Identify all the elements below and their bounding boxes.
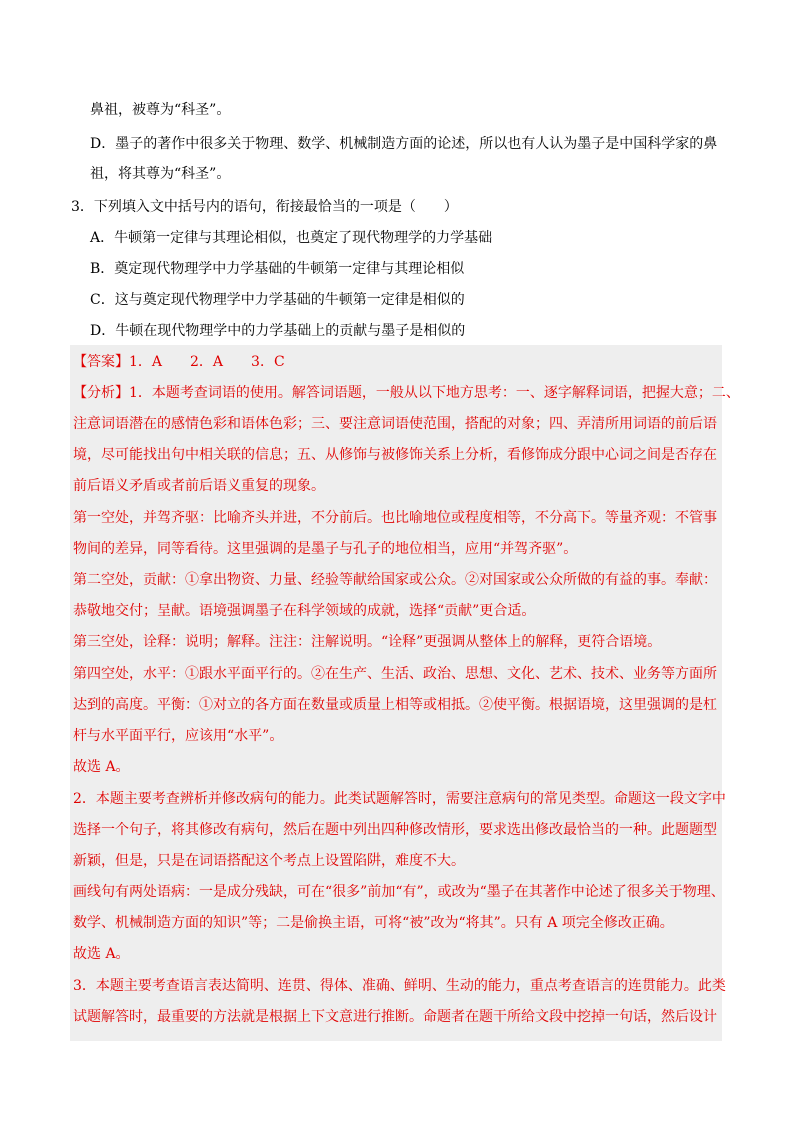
- question-text-line: 祖，将其尊为“科圣”。: [90, 166, 231, 182]
- analysis-line: 选择一个句子，将其修改有病句，然后在题中列出四种修改情形，要求选出修改最恰当的一种。此题题型: [73, 822, 717, 838]
- analysis-line: 试题解答时，最重要的方法就是根据上下文意进行推断。命题者在题干所给文段中挖掉一句话，然后设计: [73, 1009, 717, 1025]
- analysis-line: 前后语义矛盾或者前后语义重复的现象。: [73, 478, 325, 494]
- question-3-option-a: A．牛顿第一定律与其理论相似，也奠定了现代物理学的力学基础: [90, 230, 493, 246]
- analysis-line: 杆与水平面平行，应该用“水平”。: [73, 728, 284, 744]
- analysis-line: 【分析】1．本题考查词语的使用。解答词语题，一般从以下地方思考：一、逐字解释词语，把握大意；二、: [73, 385, 740, 401]
- question-3-stem: 3．下列填入文中括号内的语句，衔接最恰当的一项是（ ）: [71, 199, 458, 215]
- answer-key: 【答案】1．A 2．A 3．C: [73, 354, 285, 370]
- analysis-line: 物间的差异，同等看待。这里强调的是墨子与孔子的地位相当，应用“并驾齐驱”。: [73, 541, 578, 557]
- analysis-line: 注意词语潜在的感情色彩和语体色彩；三、要注意词语使范围，搭配的对象；四、弄清所用词语的前后语: [73, 416, 717, 432]
- analysis-line: 第二空处，贡献：①拿出物资、力量、经验等献给国家或公众。②对国家或公众所做的有益的事。奉献：: [73, 572, 717, 588]
- option-d-text: D．墨子的著作中很多关于物理、数学、机械制造方面的论述，所以也有人认为墨子是中国科学家的鼻: [90, 136, 718, 152]
- analysis-line: 故选 A。: [73, 759, 130, 775]
- question-3-option-d: D．牛顿在现代物理学中的力学基础上的贡献与墨子是相似的: [90, 323, 466, 339]
- analysis-line: 数学、机械制造方面的知识”等；二是偷换主语，可将“被”改为“将其”。只有 A 项完全修改正确。: [73, 915, 674, 931]
- analysis-line: 第一空处，并驾齐驱：比喻齐头并进，不分前后。也比喻地位或程度相等，不分高下。等量齐观：不管事: [73, 510, 717, 526]
- analysis-line: 恭敬地交付；呈献。语境强调墨子在科学领域的成就，选择“贡献”更合适。: [73, 603, 536, 619]
- analysis-line: 画线句有两处语病：一是成分残缺，可在“很多”前加“有”，或改为“墨子在其著作中论述了很多关于物理、: [73, 884, 725, 900]
- question-3-option-b: B．奠定现代物理学中力学基础的牛顿第一定律与其理论相似: [90, 261, 465, 277]
- analysis-line: 故选 A。: [73, 946, 130, 962]
- analysis-line: 新颖，但是，只是在词语搭配这个考点上设置陷阱，难度不大。: [73, 853, 465, 869]
- question-3-option-c: C．这与奠定现代物理学中力学基础的牛顿第一定律是相似的: [90, 292, 465, 308]
- analysis-line: 达到的高度。平衡：①对立的各方面在数量或质量上相等或相抵。②使平衡。根据语境，这里强调的是杠: [73, 697, 717, 713]
- analysis-line: 2．本题主要考查辨析并修改病句的能力。此类试题解答时，需要注意病句的常见类型。命题这一段文字中: [73, 791, 726, 807]
- question-text-line: 鼻祖，被尊为“科圣”。: [90, 102, 231, 118]
- analysis-line: 第三空处，诠释：说明；解释。注注：注解说明。“诠释”更强调从整体上的解释，更符合语境。: [73, 634, 662, 650]
- analysis-line: 3．本题主要考查语言表达简明、连贯、得体、准确、鲜明、生动的能力，重点考查语言的连贯能力。此类: [73, 978, 726, 994]
- analysis-line: 境，尽可能找出句中相关联的信息；五、从修饰与被修饰关系上分析，看修饰成分跟中心词之间是否存在: [73, 447, 717, 463]
- analysis-line: 第四空处，水平：①跟水平面平行的。②在生产、生活、政治、思想、文化、艺术、技术、业务等方面所: [73, 666, 717, 682]
